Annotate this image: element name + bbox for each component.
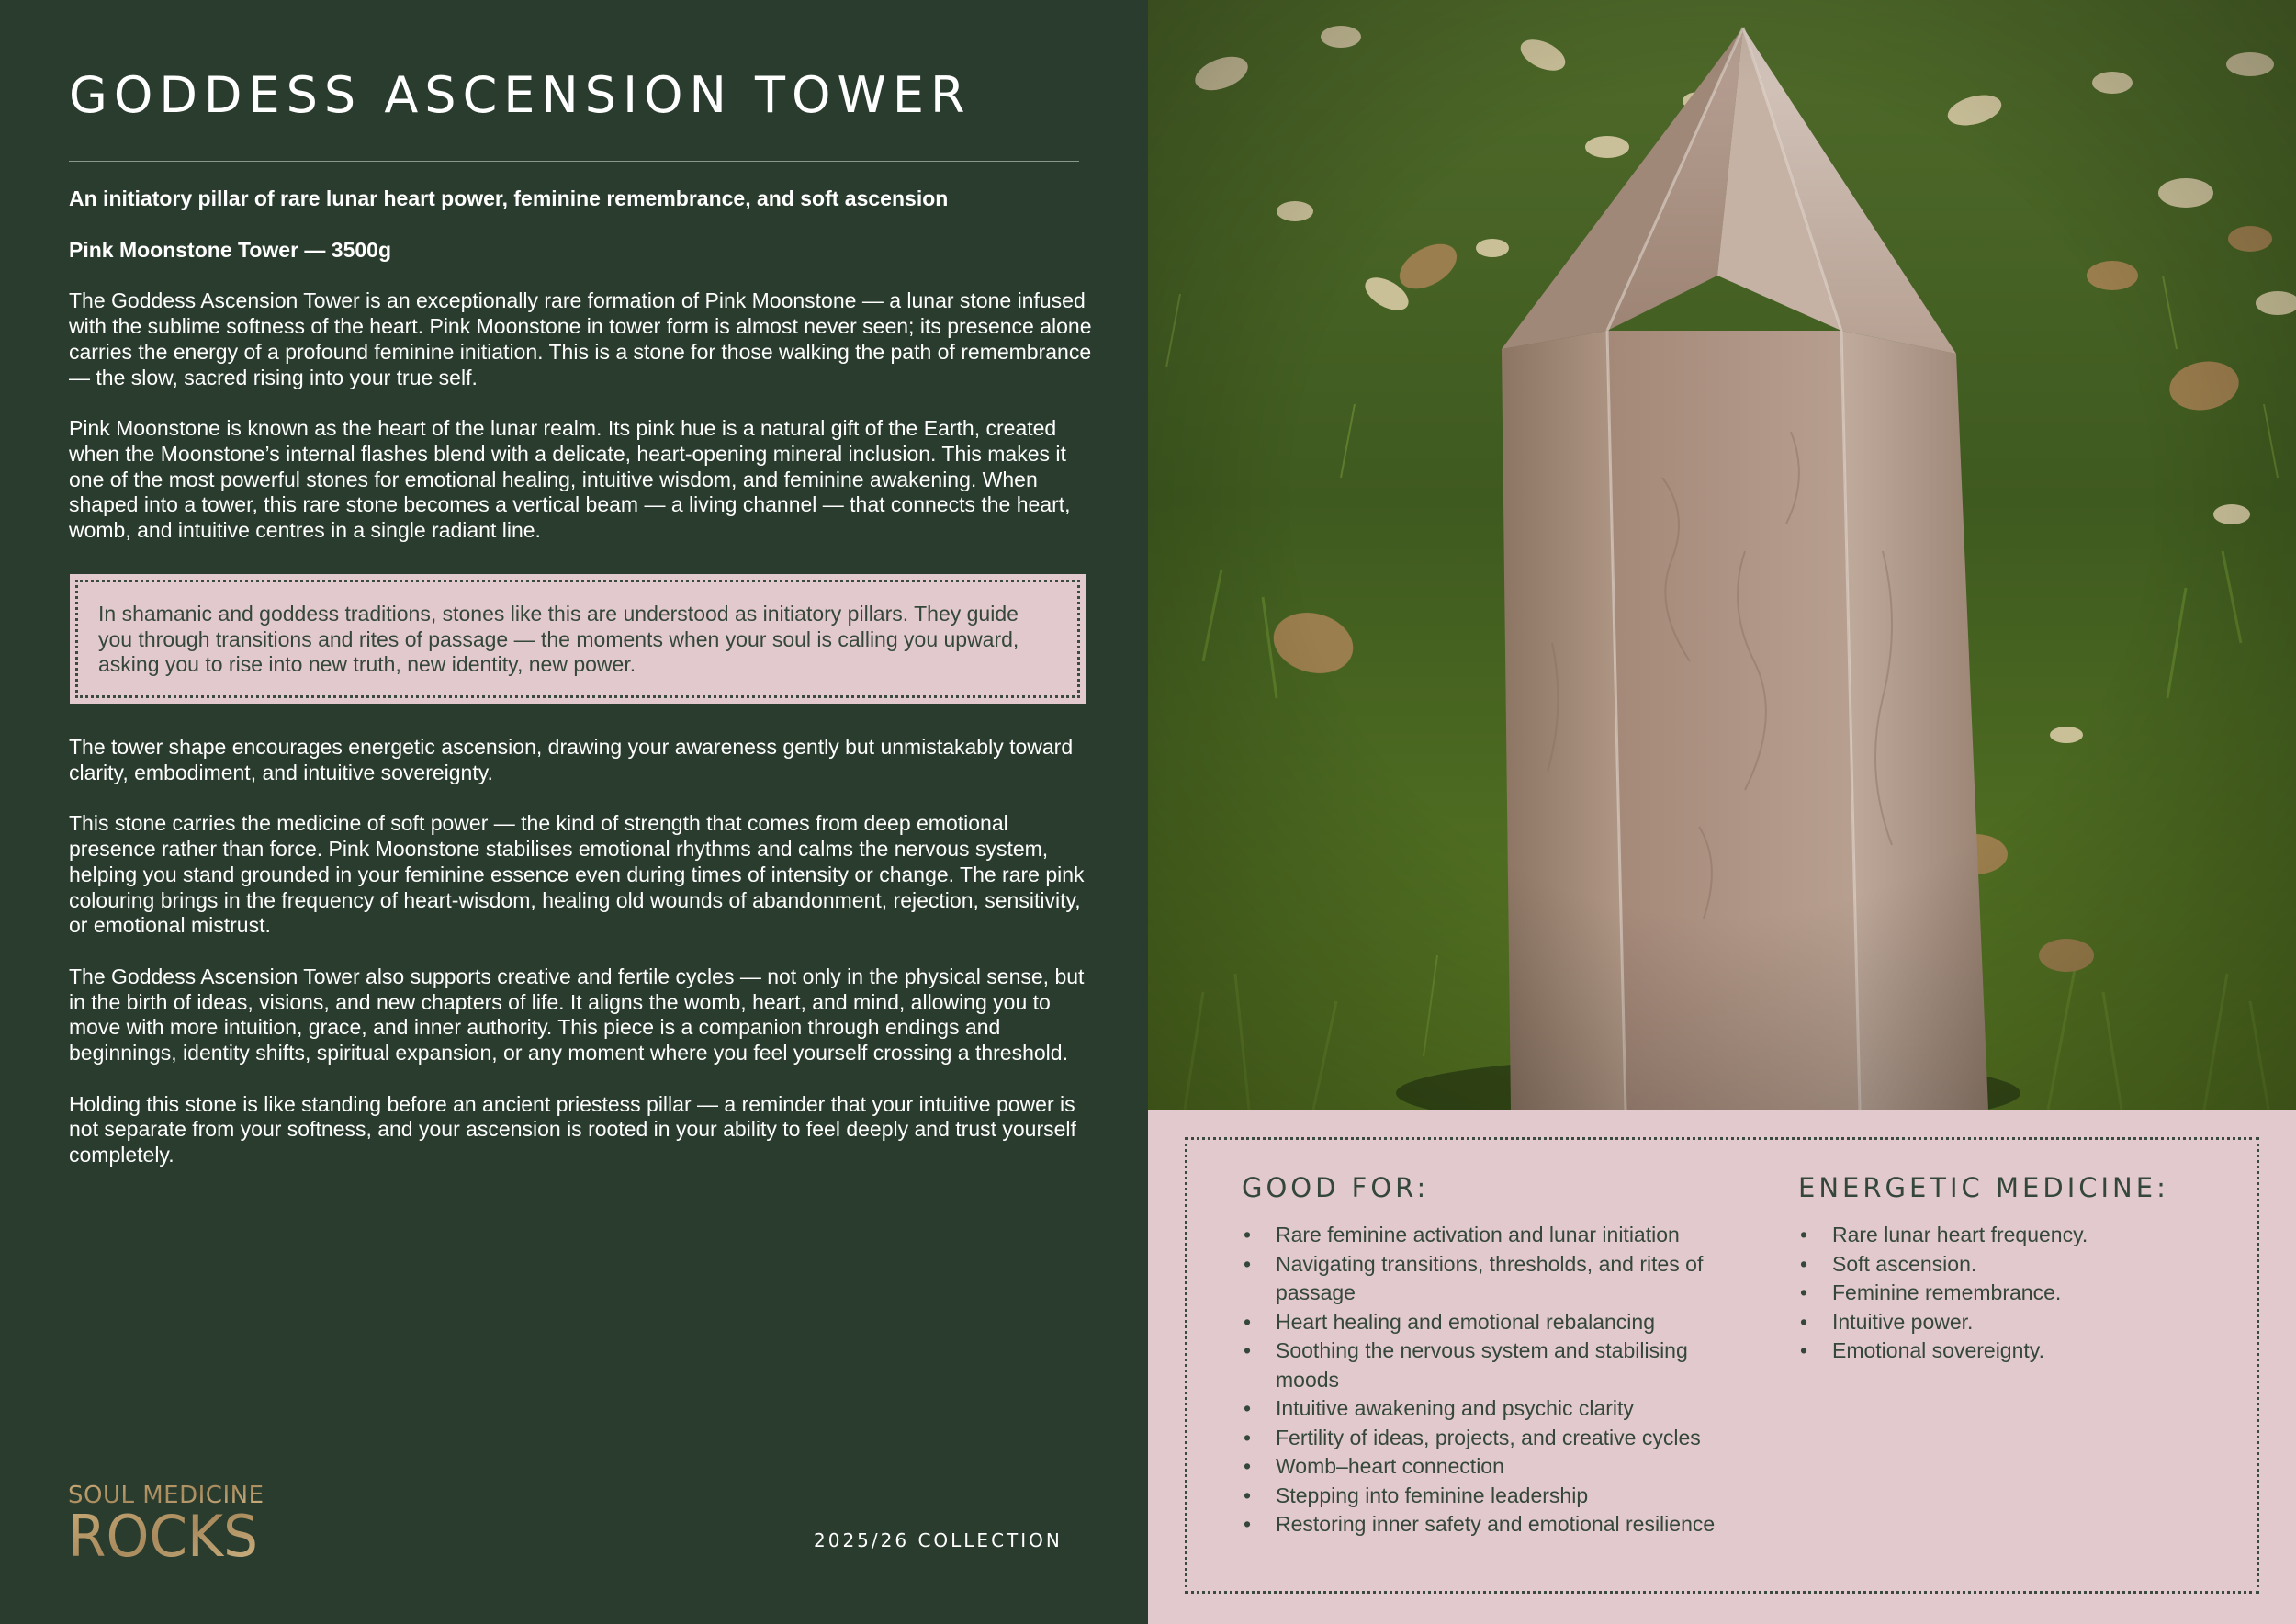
list-item: • Intuitive power. xyxy=(1798,1308,2212,1337)
list-item: • Stepping into feminine leadership xyxy=(1242,1482,1756,1511)
paragraph: The tower shape encourages energetic ascension, drawing your awareness gently but unmistakably toward clarity, embodiment, and intuitive sovereignty. xyxy=(69,735,1074,784)
paragraph: The Goddess Ascension Tower also supports creative and fertile cycles — not only in the physical sense, but in the birth of ideas, visions, and new chapters of life. It aligns the womb, heart, and mind, allowing you to move with more intuition, grace, and inner authority. This piece is a companion through endings and beginnings, identity shifts, spiritual expansion, or any moment where you feel yourself crossing a threshold. xyxy=(69,964,1085,1066)
paragraph: This stone carries the medicine of soft power — the kind of strength that comes from deep emotional presence rather than force. Pink Moonstone stabilises emotional rhythms and calms the nervous system, helping you stand grounded in your feminine essence even during times of intensity or change. The rare pink colouring brings in the frequency of heart-wisdom, healing old wounds of abandonment, rejection, sensitivity, or emotional mistrust. xyxy=(69,811,1085,938)
properties-panel xyxy=(1148,1110,2296,1624)
good-for-list xyxy=(1242,1221,1756,1539)
title-divider xyxy=(69,161,1079,162)
list-item: • Feminine remembrance. xyxy=(1798,1279,2212,1308)
page-title: GODDESS ASCENSION TOWER xyxy=(69,66,972,124)
list-item: • Womb–heart connection xyxy=(1242,1452,1756,1482)
list-item: • Soothing the nervous system and stabilising moods xyxy=(1242,1336,1756,1394)
stone-weight-line: Pink Moonstone Tower — 3500g xyxy=(69,237,392,262)
list-item: • Intuitive awakening and psychic clarity xyxy=(1242,1394,1756,1424)
quote-box xyxy=(70,574,1086,704)
quote-text: In shamanic and goddess traditions, stones like this are understood as initiatory pillars. They guide you through transitions and rites of passage — the moments when your soul is calling you upward, asking you to rise into new truth, new identity, new power. xyxy=(98,602,1019,677)
subtitle: An initiatory pillar of rare lunar heart power, feminine remembrance, and soft ascension xyxy=(69,186,949,210)
collection-label: 2025/26 COLLECTION xyxy=(814,1529,1063,1551)
list-item: • Restoring inner safety and emotional resilience xyxy=(1242,1510,1756,1539)
paragraph: Holding this stone is like standing before an ancient priestess pillar — a reminder that your intuitive power is not separate from your softness, and your ascension is rooted in your ability to feel deeply and trust yourself completely. xyxy=(69,1091,1076,1167)
energetic-medicine-heading: ENERGETIC MEDICINE: xyxy=(1798,1172,2169,1203)
logo-line-2: ROCKS xyxy=(68,1503,258,1562)
paragraph: Pink Moonstone is known as the heart of the lunar realm. Its pink hue is a natural gift of the Earth, created when the Moonstone’s internal flashes blend with a delicate, heart-opening mineral inclusion. This makes it one of the most powerful stones for emotional healing, intuitive wisdom, and feminine awakening. When shaped into a tower, this rare stone becomes a vertical beam — a living channel — that connects the heart, womb, and intuitive centres in a single radiant line. xyxy=(69,416,1071,543)
list-item: • Fertility of ideas, projects, and creative cycles xyxy=(1242,1424,1756,1453)
list-item: • Navigating transitions, thresholds, and rites of passage xyxy=(1242,1250,1756,1308)
list-item: • Rare feminine activation and lunar initiation xyxy=(1242,1221,1756,1250)
list-item: • Soft ascension. xyxy=(1798,1250,2212,1280)
list-item: • Heart healing and emotional rebalancing xyxy=(1242,1308,1756,1337)
energetic-medicine-list xyxy=(1798,1221,2212,1366)
good-for-heading: GOOD FOR: xyxy=(1242,1172,1430,1203)
list-item: • Rare lunar heart frequency. xyxy=(1798,1221,2212,1250)
intro-text xyxy=(69,186,1093,544)
body-text xyxy=(69,735,1093,1168)
list-item: • Emotional sovereignty. xyxy=(1798,1336,2212,1366)
paragraph: The Goddess Ascension Tower is an exceptionally rare formation of Pink Moonstone — a lunar stone infused with the sublime softness of the heart. Pink Moonstone in tower form is almost never seen; its presence alone carries the energy of a profound feminine initiation. This is a stone for those walking the path of remembrance — the slow, sacred rising into your true self. xyxy=(69,288,1092,389)
moonstone-tower-photo xyxy=(1148,0,2296,1110)
soul-medicine-rocks-logo xyxy=(68,1479,265,1562)
moonstone-tower-image xyxy=(1148,0,2296,1110)
logo-line-1: SOUL MEDICINE xyxy=(68,1482,264,1509)
